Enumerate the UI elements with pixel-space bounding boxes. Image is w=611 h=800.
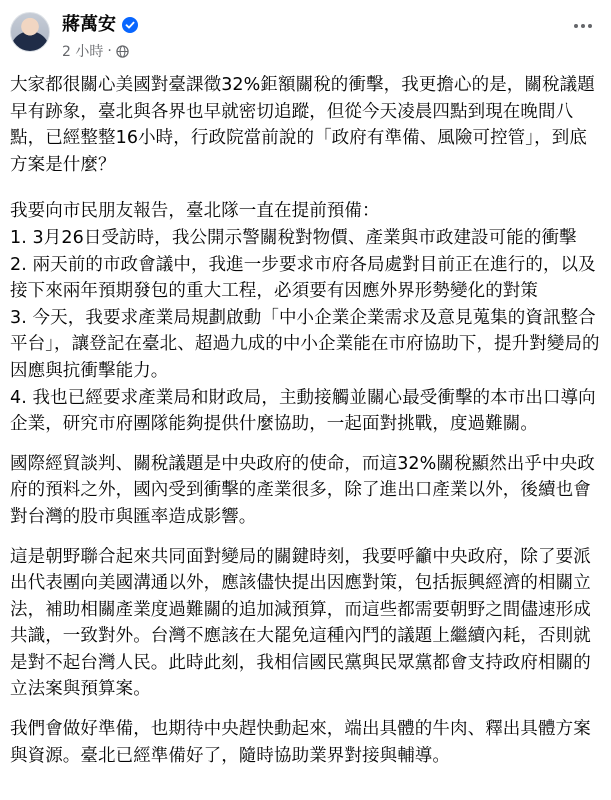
post-time-row xyxy=(62,42,138,60)
author-avatar[interactable] xyxy=(10,12,50,52)
post-list-item-2: 2. 兩天前的市政會議中，我進一步要求市府各局處對目前正在進行的，以及接下來兩年預期發包的重大工程，必須要有因應外界形勢變化的對策 xyxy=(10,254,596,302)
post-list-item-4: 4. 我也已經要求產業局和財政局，主動接觸並關心最受衝擊的本市出口導向企業，研究市府團隊能夠提供什麼協助，一起面對挑戰，度過難關。 xyxy=(10,387,596,435)
verified-badge-icon xyxy=(122,17,138,33)
post-header xyxy=(10,12,138,66)
post-paragraph-4: 這是朝野聯合起來共同面對變局的關鍵時刻，我要呼籲中央政府，除了要派出代表團向美國溝通以外，應該儘快提出因應對策，包括振興經濟的相關立法，補助相關產業度過難關的追加減預算，而這些都需要朝野之間儘速形成共識，一致對外。台灣不應該在大罷免這種內鬥的議題上繼續內耗，否則就是對不起台灣人民。此時此刻，我相信國民黨與民眾黨都會支持政府相關的立法案與預算案。 xyxy=(10,546,591,700)
post-body xyxy=(10,72,602,769)
post-list-item-1: 1. 3月26日受訪時，我公開示警關稅對物價、產業與市政建設可能的衝擊 xyxy=(10,227,577,248)
post-list-item-3: 3. 今天，我要求產業局規劃啟動「中小企業企業需求及意見蒐集的資訊整合平台」，讓登記在臺北、超過九成的中小企業能在市府協助下，提升對變局的因應與抗衝擊能力。 xyxy=(10,307,600,381)
post-meta xyxy=(62,12,138,60)
more-options-icon[interactable] xyxy=(571,16,595,36)
post-paragraph-2-intro: 我要向市民朋友報告，臺北隊一直在提前預備： xyxy=(10,201,380,222)
globe-icon[interactable] xyxy=(116,45,129,58)
author-name[interactable]: 蔣萬安 xyxy=(62,14,116,35)
post-paragraph-1: 大家都很關心美國對臺課徵32%鉅額關稅的衝擊，我更擔心的是，關稅議題早有跡象，臺北與各界也早就密切追蹤，但從今天凌晨四點到現在晚間八點，已經整整16小時，行政院當前說的「政府有準備、風險可控管」，到底方案是什麼？ xyxy=(10,75,595,175)
meta-separator: · xyxy=(107,43,112,59)
author-row xyxy=(62,12,138,38)
post-timestamp[interactable]: 2 小時 xyxy=(62,44,104,60)
post-paragraph-5: 我們會做好準備，也期待中央趕快動起來，端出具體的牛肉、釋出具體方案與資源。臺北已經準備好了，隨時協助業界對接與輔導。 xyxy=(10,719,591,766)
post-paragraph-3: 國際經貿談判、關稅議題是中央政府的使命，而這32%關稅顯然出乎中央政府的預料之外，國內受到衝擊的產業很多，除了進出口產業以外，後續也會對台灣的股市與匯率造成影響。 xyxy=(10,453,595,527)
